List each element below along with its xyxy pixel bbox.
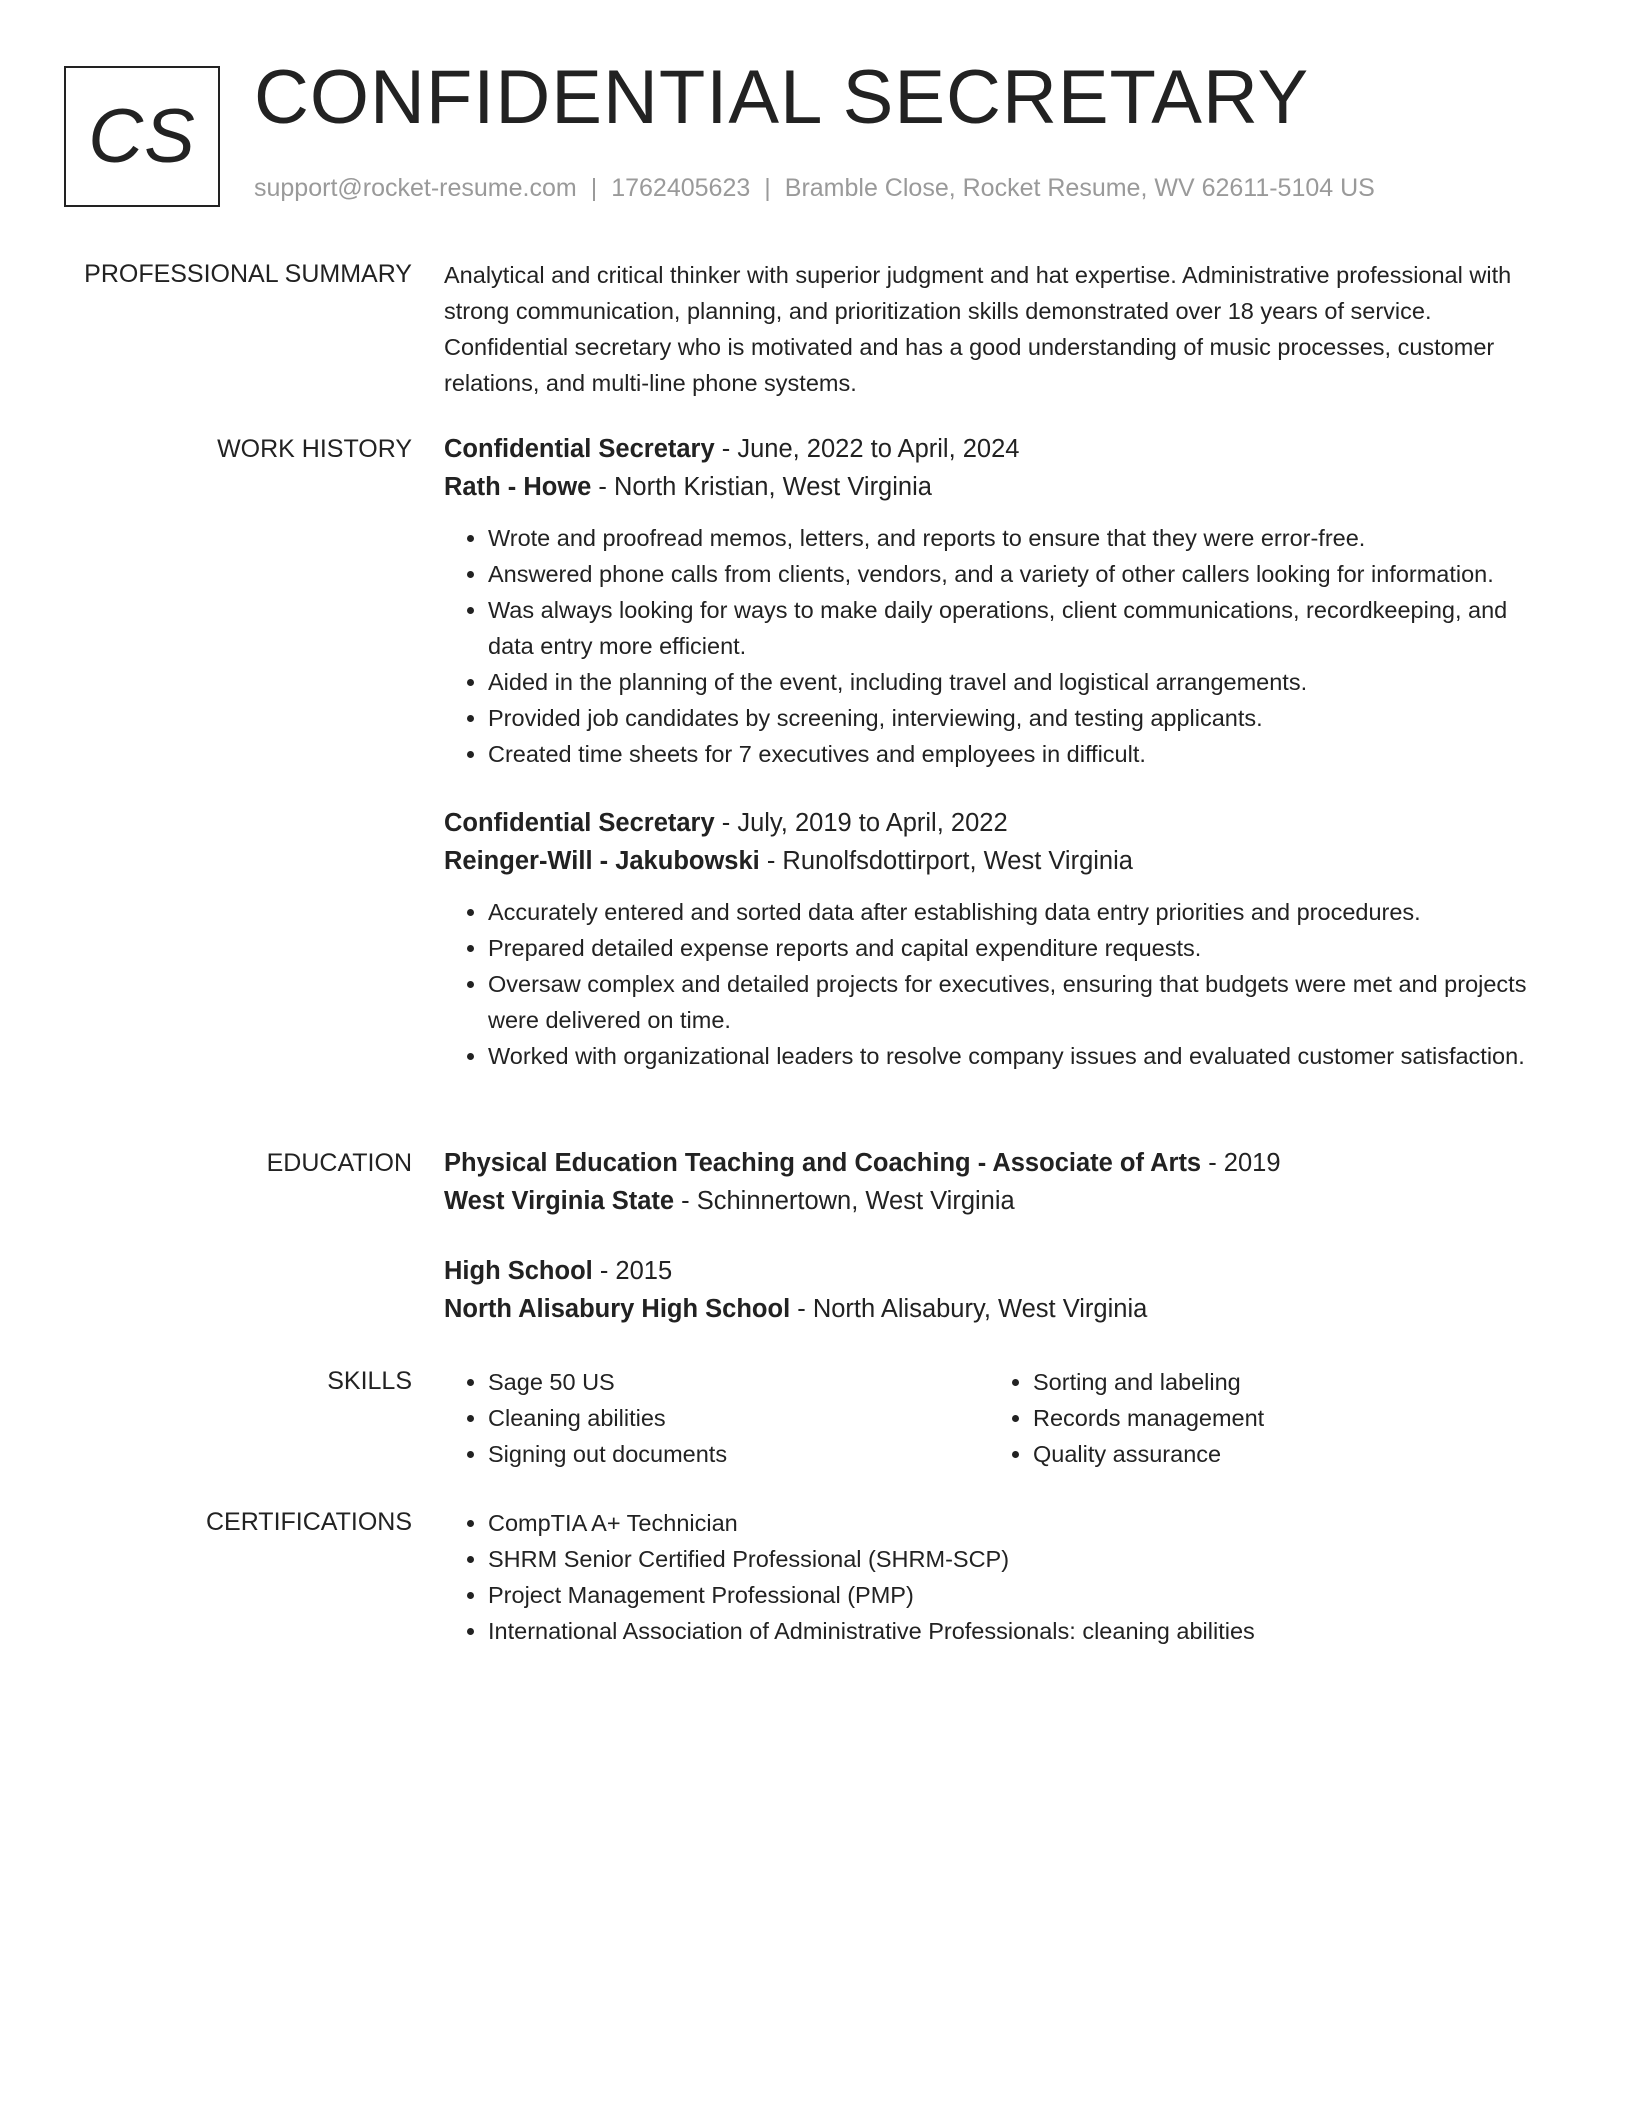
job-duty: • Worked with organizational leaders to resolve company issues and evaluated customer satisfaction. [488, 1038, 1559, 1074]
job-entry [444, 430, 1559, 772]
skill-item: • Sage 50 US [488, 1364, 989, 1400]
summary-body [444, 257, 1559, 401]
contact-line [254, 174, 1375, 203]
job-duty: • Oversaw complex and detailed projects for executives, ensuring that budgets were met and projects were delivered on time. [488, 966, 1559, 1038]
job-dates: - June, 2022 to April, 2024 [714, 435, 1020, 463]
certifications-body [444, 1505, 1559, 1649]
job-entry [444, 804, 1559, 1074]
education-body [444, 1144, 1559, 1328]
section-label-certifications: CERTIFICATIONS [205, 1508, 412, 1536]
job-duties-list [444, 894, 1559, 1074]
job-location: - Runolfsdottirport, West Virginia [759, 847, 1133, 875]
job-duty: • Answered phone calls from clients, vendors, and a variety of other callers looking for information. [488, 556, 1559, 592]
education-degree: Physical Education Teaching and Coaching - Associate of Arts [444, 1149, 1202, 1177]
certification-item: • Project Management Professional (PMP) [488, 1577, 1559, 1613]
section-label-skills: SKILLS [327, 1367, 412, 1395]
education-school-line [444, 1182, 1559, 1220]
job-duties-list [444, 520, 1559, 772]
job-company-line [444, 468, 1559, 506]
job-company-line [444, 842, 1559, 880]
job-title: Confidential Secretary [444, 435, 715, 463]
monogram-logo: CS [64, 66, 220, 207]
job-duty: • Accurately entered and sorted data after establishing data entry priorities and procedures. [488, 894, 1559, 930]
education-year: - 2019 [1201, 1149, 1281, 1177]
section-label-education: EDUCATION [266, 1149, 412, 1177]
education-school: North Alisabury High School [444, 1295, 791, 1323]
skills-body [444, 1364, 1559, 1472]
job-title-line [444, 804, 1559, 842]
education-year: - 2015 [592, 1257, 673, 1285]
job-title-line [444, 430, 1559, 468]
certification-item: • SHRM Senior Certified Professional (SHRM-SCP) [488, 1541, 1559, 1577]
job-duty: • Prepared detailed expense reports and capital expenditure requests. [488, 930, 1559, 966]
work-history-body [444, 430, 1559, 1074]
contact-phone: 1762405623 [611, 174, 751, 202]
section-label-work-history: WORK HISTORY [217, 435, 412, 463]
skills-column-right [989, 1364, 1534, 1472]
contact-address: Bramble Close, Rocket Resume, WV 62611-5104 US [784, 174, 1375, 202]
education-entry [444, 1144, 1559, 1220]
contact-separator: | [764, 174, 771, 202]
education-school-line [444, 1290, 1559, 1328]
contact-separator: | [590, 174, 598, 202]
certification-item: • International Association of Administrative Professionals: cleaning abilities [488, 1613, 1559, 1649]
job-duty: • Aided in the planning of the event, including travel and logistical arrangements. [488, 664, 1559, 700]
certification-item: • CompTIA A+ Technician [488, 1505, 1559, 1541]
education-degree-line [444, 1252, 1559, 1290]
skill-item: • Signing out documents [488, 1436, 989, 1472]
job-location: - North Kristian, West Virginia [591, 473, 932, 501]
skills-list [444, 1364, 989, 1472]
summary-text: Analytical and critical thinker with superior judgment and hat expertise. Administrative professional with strong communication, planning, and prioritization skills demonstrated over 18 years of service. Confidential secretary who is motivated and has a good understanding of music processes, customer relations, and multi-line phone systems. [444, 262, 1512, 396]
skills-grid [444, 1364, 1559, 1472]
job-dates: - July, 2019 to April, 2022 [714, 809, 1008, 837]
skill-item: • Cleaning abilities [488, 1400, 989, 1436]
education-entry [444, 1252, 1559, 1328]
education-location: - Schinnertown, West Virginia [674, 1187, 1015, 1215]
resume-header [64, 55, 1564, 211]
education-school: West Virginia State [444, 1187, 675, 1215]
skills-list [989, 1364, 1534, 1472]
contact-email: support@rocket-resume.com [254, 174, 577, 202]
skill-item: • Records management [1033, 1400, 1534, 1436]
job-title: Confidential Secretary [444, 809, 715, 837]
certifications-list [444, 1505, 1559, 1649]
job-duty: • Wrote and proofread memos, letters, and reports to ensure that they were error-free. [488, 520, 1559, 556]
skill-item: • Sorting and labeling [1033, 1364, 1534, 1400]
job-company: Reinger-Will - Jakubowski [444, 847, 760, 875]
job-duty: • Was always looking for ways to make daily operations, client communications, recordkeeping, and data entry more efficient. [488, 592, 1559, 664]
education-location: - North Alisabury, West Virginia [790, 1295, 1148, 1323]
resume-name: CONFIDENTIAL SECRETARY [254, 55, 1310, 140]
job-company: Rath - Howe [444, 473, 592, 501]
skill-item: • Quality assurance [1033, 1436, 1534, 1472]
education-degree-line [444, 1144, 1559, 1182]
section-label-summary: PROFESSIONAL SUMMARY [84, 260, 412, 288]
job-duty: • Provided job candidates by screening, interviewing, and testing applicants. [488, 700, 1559, 736]
job-duty: • Created time sheets for 7 executives and employees in difficult. [488, 736, 1559, 772]
education-degree: High School [444, 1257, 593, 1285]
skills-column-left [444, 1364, 989, 1472]
